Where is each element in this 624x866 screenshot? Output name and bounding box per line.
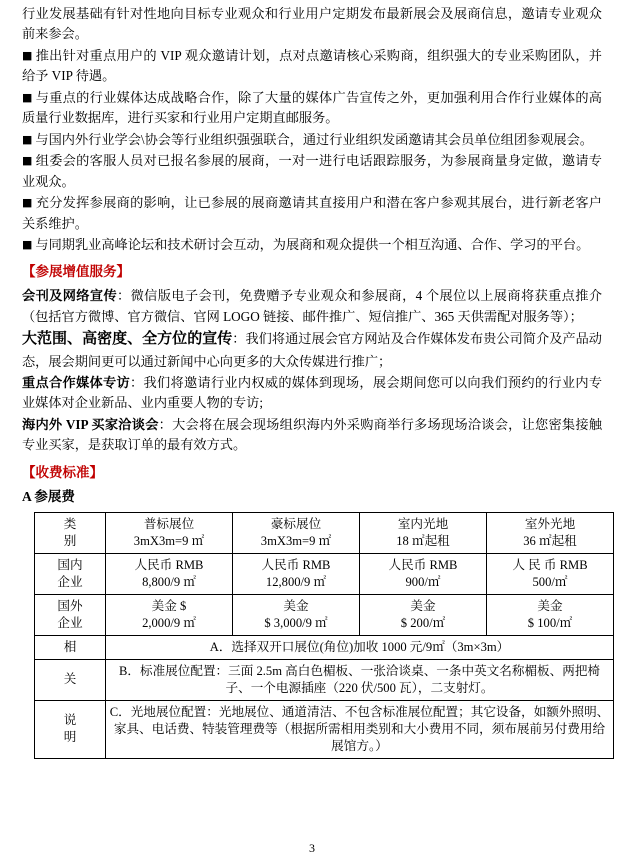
cell-domestic-indoor-line2: 900/㎡ — [405, 574, 441, 589]
header-cell-category-line2: 别 — [63, 533, 77, 548]
cell-overseas-standard-line2: 2,000/9 ㎡ — [142, 615, 196, 630]
value-service-item-3 — [22, 373, 602, 414]
cell-domestic-outdoor-line1: 人 民 币 RMB — [512, 557, 588, 572]
intro-bullet-6-text: 与同期乳业高峰论坛和技术研讨会互动，为展商和观众提供一个相互沟通、合作、学习的平台。 — [35, 236, 590, 252]
header-cell-indoor-space-line2: 18 ㎡起租 — [396, 533, 450, 548]
row-label-domestic-line1: 国内 — [57, 557, 83, 572]
cell-domestic-standard-line1: 人民币 RMB — [134, 557, 204, 572]
intro-lead-paragraph: 行业发展基础有针对性地向目标专业观众和行业用户定期发布最新展会及展商信息，邀请专业观众前来参会。 — [22, 6, 602, 42]
table-row — [35, 553, 614, 594]
intro-bullet-5-text: 充分发挥参展商的影响，让已参展的展商邀请其直接用户和潜在客户参观其展台，进行新老客户关系维护。 — [22, 195, 602, 231]
intro-bullet-3 — [22, 130, 602, 150]
cell-domestic-outdoor-line2: 500/㎡ — [532, 574, 568, 589]
cell-overseas-outdoor — [487, 594, 614, 635]
note-a: A．选择双开口展位(角位)加收 1000 元/9㎡（3m×3m） — [106, 635, 614, 659]
page-number: 3 — [309, 841, 315, 856]
value-service-item-3-lead: 重点合作媒体专访 — [22, 374, 130, 390]
value-service-item-1 — [22, 286, 602, 327]
header-cell-outdoor-space — [487, 512, 614, 553]
cell-overseas-deluxe-line1: 美金 — [283, 598, 309, 613]
bullet-square-icon: ■ — [22, 237, 33, 251]
bullet-square-icon: ■ — [22, 132, 33, 146]
intro-bullet-1 — [22, 46, 602, 87]
notes-label-3-line1: 说 — [63, 713, 77, 728]
note-c: C．光地展位配置：光地展位、通道清洁、不包含标准展位配置；其它设备，如额外照明、家具、电话费、特装管理费等（根据所需相用类别和大小费用不同，须布展前另付费用给展馆方。） — [106, 700, 614, 758]
bullet-square-icon: ■ — [22, 48, 33, 62]
cell-overseas-indoor-line2: $ 200/㎡ — [400, 615, 446, 630]
cell-domestic-indoor — [360, 553, 487, 594]
value-service-item-1-body: ：微信版电子会刊，免费赠予专业观众和参展商，4 个展位以上展商将获重点推介（包括官方微博、官方微信、官网 LOGO 链接、邮件推广、短信推广、365 天供需配对服务等）； — [22, 288, 603, 324]
cell-domestic-standard-line2: 8,800/9 ㎡ — [142, 574, 196, 589]
value-service-item-2 — [22, 328, 602, 372]
cell-overseas-deluxe-line2: $ 3,000/9 ㎡ — [264, 615, 328, 630]
cell-domestic-outdoor — [487, 553, 614, 594]
header-cell-outdoor-space-line2: 36 ㎡起租 — [523, 533, 577, 548]
row-label-domestic — [35, 553, 106, 594]
intro-bullet-6 — [22, 235, 602, 255]
header-cell-standard-booth — [106, 512, 233, 553]
row-label-overseas — [35, 594, 106, 635]
note-b: B．标准展位配置：三面 2.5m 高白色楣板、一张洽谈桌、一条中英文名称楣板、两把椅子、一个电源插座（220 伏/500 瓦），二支射灯。 — [106, 659, 614, 700]
notes-label-3-line2: 明 — [63, 730, 77, 745]
header-cell-category — [35, 512, 106, 553]
table-notes-row-b — [35, 659, 614, 700]
header-cell-deluxe-booth — [233, 512, 360, 553]
cell-domestic-deluxe-line2: 12,800/9 ㎡ — [265, 574, 327, 589]
cell-domestic-deluxe-line1: 人民币 RMB — [261, 557, 331, 572]
cell-overseas-standard-line1: 美金 $ — [151, 598, 187, 613]
cell-overseas-deluxe — [233, 594, 360, 635]
header-cell-standard-booth-line2: 3mX3m=9 ㎡ — [133, 533, 205, 548]
fee-section-subheading: A 参展费 — [22, 488, 75, 504]
header-cell-standard-booth-line1: 普标展位 — [143, 516, 195, 531]
value-service-item-3-body: ：我们将邀请行业内权威的媒体到现场，展会期间您可以向我们预约的行业内专业媒体对企业新品、业内重要人物的专访; — [22, 374, 603, 411]
value-service-item-1-lead: 会刊及网络宣传 — [22, 288, 118, 304]
table-row — [35, 594, 614, 635]
table-notes-row-a — [35, 635, 614, 659]
cell-domestic-indoor-line1: 人民币 RMB — [388, 557, 458, 572]
intro-bullet-4-text: 组委会的客服人员对已报名参展的展商，一对一进行电话跟踪服务，为参展商量身定做，邀请专业观众。 — [22, 153, 602, 189]
cell-overseas-indoor-line1: 美金 — [410, 598, 436, 613]
cell-domestic-standard — [106, 553, 233, 594]
notes-label-1: 相 — [35, 635, 106, 659]
intro-bullet-3-text: 与国内外行业学会\协会等行业组织强强联合，通过行业组织发函邀请其会员单位组团参观展会。 — [35, 131, 593, 147]
row-label-overseas-line1: 国外 — [57, 598, 83, 613]
cell-overseas-outdoor-line2: $ 100/㎡ — [527, 615, 573, 630]
value-service-item-2-lead: 大范围、高密度、全方位的宣传 — [22, 331, 233, 348]
cell-domestic-deluxe — [233, 553, 360, 594]
intro-bullet-2-text: 与重点的行业媒体达成战略合作，除了大量的媒体广告宣传之外，更加强利用合作行业媒体的高质量行业数据库，进行买家和行业用户定期直邮服务。 — [22, 89, 602, 126]
notes-label-2: 关 — [35, 659, 106, 700]
intro-bullet-4 — [22, 151, 602, 192]
row-label-overseas-line2: 企业 — [57, 615, 83, 630]
value-service-item-4-body: ：大会将在展会现场组织海内外采购商举行多场现场洽谈会，让您密集接触专业买家，是获取订单的最有效方式。 — [22, 416, 603, 453]
table-header-row — [35, 512, 614, 553]
header-cell-deluxe-booth-line2: 3mX3m=9 ㎡ — [260, 533, 332, 548]
bullet-square-icon: ■ — [22, 154, 33, 168]
row-label-domestic-line2: 企业 — [57, 574, 83, 589]
cell-overseas-outdoor-line1: 美金 — [537, 598, 563, 613]
header-cell-outdoor-space-line1: 室外光地 — [524, 516, 576, 531]
header-cell-indoor-space-line1: 室内光地 — [397, 516, 449, 531]
value-service-item-2-body: ：我们将通过展会官方网站及合作媒体发布贵公司简介及产品动态，展会期间更可以通过新闻中心向更多的大众传媒进行推广； — [22, 331, 602, 369]
fee-table — [34, 512, 614, 759]
cell-overseas-indoor — [360, 594, 487, 635]
value-service-item-4-lead: 海内外 VIP 买家洽谈会 — [22, 416, 159, 432]
fee-section-heading: 【收费标准】 — [22, 464, 103, 480]
header-cell-deluxe-booth-line1: 豪标展位 — [270, 516, 322, 531]
intro-bullet-1-text: 推出针对重点用户的 VIP 观众邀请计划，点对点邀请核心采购商，组织强大的专业采购团队，并给予 VIP 待遇。 — [22, 47, 602, 84]
header-cell-indoor-space — [360, 512, 487, 553]
intro-bullet-2 — [22, 88, 602, 129]
value-services-heading: 【参展增值服务】 — [22, 264, 130, 280]
bullet-square-icon: ■ — [22, 196, 33, 210]
intro-bullet-5 — [22, 193, 602, 234]
notes-label-3 — [35, 700, 106, 758]
table-notes-row-c — [35, 700, 614, 758]
bullet-square-icon: ■ — [22, 90, 33, 104]
value-service-item-4 — [22, 415, 602, 456]
header-cell-category-line1: 类 — [63, 516, 77, 531]
cell-overseas-standard — [106, 594, 233, 635]
